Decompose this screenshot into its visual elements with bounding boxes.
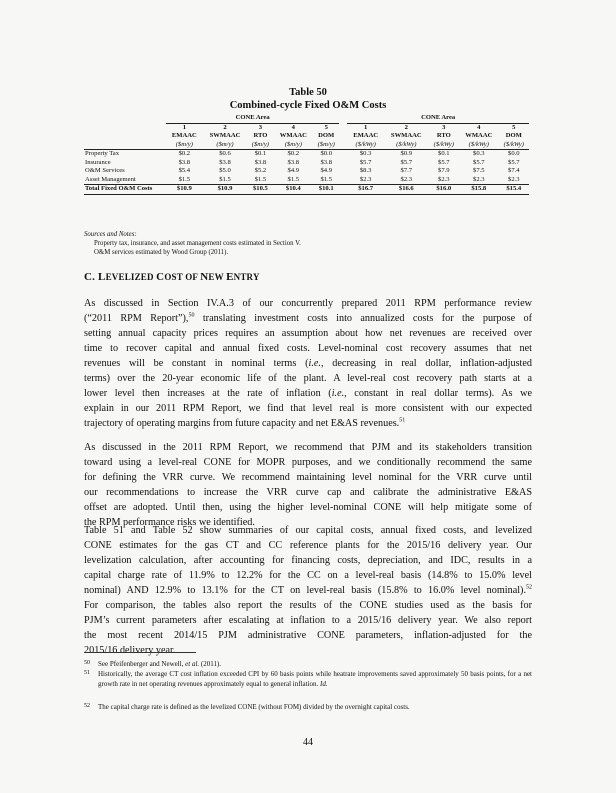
cost-cell: $3.8 bbox=[287, 158, 300, 166]
cost-cell: $4.9 bbox=[320, 167, 332, 174]
cost-cell: $1.5 bbox=[178, 175, 191, 183]
text-line: CONE estimates for the gas CT and CC reference plants for the 2015/16 delivery year. Our bbox=[84, 540, 532, 551]
cost-cell: $10.9 bbox=[166, 185, 203, 195]
table-row bbox=[84, 150, 529, 159]
cost-cell: $0.0 bbox=[499, 150, 529, 159]
cost-cell: $2.3 bbox=[400, 175, 413, 183]
text-line: terms) over the 20-year economic life of the plant. A level-real cost recovery path starts at a bbox=[84, 373, 532, 384]
text-line: setting annual capacity prices requires an assumption about how net revenues are received over bbox=[84, 328, 532, 339]
column-unit: ($m/y) bbox=[216, 140, 234, 148]
footnote-text: Historically, the average CT cost inflation exceeded CPI by 60 basis points while heatrate improvements saved approximately 50 basis points, for a net growth rate in net operating revenues approximately equal to general inflation. Id. bbox=[98, 670, 532, 688]
footnote-ref: 50 bbox=[188, 312, 195, 319]
column-unit: ($/kWy) bbox=[468, 140, 489, 148]
cost-cell: $5.7 bbox=[359, 158, 372, 166]
text-line: our recommendations to increase the VRR curve cap and calibrate the administrative E&AS bbox=[84, 487, 532, 498]
cost-cell: $5.7 bbox=[438, 158, 450, 166]
table-number: Table 50 bbox=[289, 87, 327, 98]
source-line: Property tax, insurance, and asset management costs estimated in Section V. bbox=[94, 240, 301, 247]
text-line: the RPM performance risks we identified. bbox=[84, 517, 255, 528]
cost-cell: $5.0 bbox=[219, 167, 231, 174]
column-number: 2 bbox=[223, 123, 227, 131]
table-caption: Combined-cycle Fixed O&M Costs bbox=[229, 100, 387, 111]
cost-cell: $1.5 bbox=[254, 175, 267, 183]
text-line: (“2011 RPM Report”),$^{50}$ translating investment costs into annualized costs for the purpose of bbox=[84, 312, 532, 324]
cost-cell: $5.4 bbox=[178, 167, 191, 174]
source-line: O&M services estimated by Wood Group (2011). bbox=[94, 249, 229, 256]
column-number: 4 bbox=[477, 123, 481, 131]
text-line: revenues will be constant in nominal terms (i.e., decreasing in real dollar, inflation-adjusted bbox=[84, 358, 532, 369]
column-name-row bbox=[84, 132, 529, 141]
cost-cell: $16.6 bbox=[384, 185, 429, 195]
cost-cell: $5.7 bbox=[400, 158, 413, 166]
column-number: 3 bbox=[442, 123, 446, 131]
footnote-ref: 52 bbox=[526, 584, 532, 591]
column-unit: ($m/y) bbox=[251, 140, 270, 148]
column-name: EMAAC bbox=[171, 132, 197, 139]
cost-cell: $4.9 bbox=[287, 167, 300, 174]
cost-cell: $0.1 bbox=[247, 150, 273, 159]
column-name: SWMAAC bbox=[209, 132, 241, 139]
row-label: O&M Services bbox=[85, 167, 125, 174]
column-number: 1 bbox=[182, 123, 186, 131]
column-number: 1 bbox=[364, 123, 368, 131]
footnote-divider bbox=[84, 652, 196, 653]
text-line: toward using a level-real CONE for MOPR purposes, and we conditionally recommend the same bbox=[84, 457, 532, 468]
cost-cell: $0.3 bbox=[347, 150, 384, 159]
text-line: 2015/16 delivery year. bbox=[84, 645, 176, 656]
text-line: nominal) AND 12.9% to 13.1% for the CT on level-real basis (15.8% to 16.0% level nominal).$^{52}$ bbox=[84, 584, 532, 596]
cost-cell: $16.7 bbox=[347, 185, 384, 195]
column-name: RTO bbox=[436, 132, 451, 139]
cost-cell: $7.7 bbox=[400, 167, 413, 174]
cone-area-header-kw: CONE Area bbox=[347, 114, 529, 123]
column-unit: ($/kWy) bbox=[503, 140, 524, 148]
cost-cell: $0.2 bbox=[166, 150, 203, 159]
text-line: explain in our 2011 RPM Report, we find that level real is more consistent with our expected bbox=[84, 403, 532, 414]
text-line: offset are adopted. Until then, using the higher level-nominal CONE will help mitigate some of bbox=[84, 502, 532, 513]
row-label: Total Fixed O&M Costs bbox=[84, 185, 166, 195]
cost-cell: $5.7 bbox=[473, 158, 485, 166]
table-row bbox=[84, 159, 529, 168]
cost-cell: $0.6 bbox=[203, 150, 248, 159]
column-number: 2 bbox=[404, 123, 408, 131]
cost-cell: $2.3 bbox=[438, 175, 450, 183]
column-number: 3 bbox=[258, 123, 263, 131]
cost-cell: $7.5 bbox=[473, 167, 485, 174]
cost-cell: $1.5 bbox=[219, 175, 231, 183]
column-unit: ($/kWy) bbox=[355, 140, 376, 148]
cost-cell: $3.8 bbox=[219, 158, 231, 166]
cost-cell: $2.3 bbox=[359, 175, 372, 183]
text-line: For comparison, the tables also report the results of the CONE studies used as the basis for bbox=[84, 600, 532, 611]
text-line: trajectory of operating margins from future capacity and net E&AS revenues.$^{51}$ bbox=[84, 417, 406, 429]
footnote bbox=[84, 702, 532, 712]
text-line: capital charge rate of 11.9% to 12.2% for the CC on a level-real basis (14.8% to 15.0% level bbox=[84, 570, 532, 581]
column-unit: ($/kWy) bbox=[396, 140, 417, 148]
paragraph-1 bbox=[84, 296, 532, 431]
cost-cell: $1.5 bbox=[287, 175, 300, 183]
column-name: DOM bbox=[318, 132, 335, 139]
table-row bbox=[84, 176, 529, 185]
column-unit: ($/kWy) bbox=[433, 140, 454, 148]
footnote bbox=[84, 659, 532, 669]
row-label: Asset Management bbox=[85, 175, 136, 183]
cost-cell: $7.9 bbox=[438, 167, 450, 174]
cost-cell: $0.9 bbox=[384, 150, 429, 159]
column-name: RTO bbox=[253, 132, 268, 139]
sources-and-notes bbox=[84, 230, 301, 257]
cone-area-header-mw: CONE Area bbox=[166, 114, 339, 123]
sources-heading: Sources and Notes: bbox=[84, 231, 137, 238]
cost-cell: $7.4 bbox=[508, 167, 520, 174]
column-name: WMAAC bbox=[279, 132, 307, 139]
cost-cell: $0.2 bbox=[274, 150, 314, 159]
footnote-mark: 51 bbox=[84, 670, 90, 676]
column-number-row bbox=[84, 123, 529, 132]
column-number: 4 bbox=[291, 123, 295, 131]
cost-cell: $15.8 bbox=[459, 185, 499, 195]
paragraph-3 bbox=[84, 523, 532, 658]
cost-cell: $0.3 bbox=[459, 150, 499, 159]
column-name: WMAAC bbox=[465, 132, 493, 139]
text-line: time to recover capital and annual fixed costs. Level-nominal cost recovery assumes that net bbox=[84, 343, 532, 354]
column-unit: ($m/y) bbox=[175, 140, 193, 148]
column-number: 5 bbox=[512, 123, 516, 131]
cost-cell: $16.0 bbox=[429, 185, 459, 195]
footnote-mark: 52 bbox=[84, 703, 90, 709]
text-line: As discussed in Section IV.A.3 of our concurrently prepared 2011 RPM performance review bbox=[84, 298, 532, 309]
row-label: Insurance bbox=[85, 158, 111, 166]
column-name: EMAAC bbox=[353, 132, 379, 139]
cost-cell: $3.8 bbox=[320, 158, 332, 166]
cost-cell: $2.3 bbox=[508, 175, 520, 183]
cost-cell: $3.8 bbox=[178, 158, 191, 166]
cost-cell: $10.9 bbox=[203, 185, 248, 195]
table-row bbox=[84, 167, 529, 176]
paragraph-2 bbox=[84, 440, 532, 530]
column-number: 5 bbox=[324, 123, 328, 131]
column-name: SWMAAC bbox=[390, 132, 422, 139]
footnote-text: The capital charge rate is defined as the levelized CONE (without FOM) divided by the overnight capital costs. bbox=[98, 703, 410, 711]
cost-cell: $10.5 bbox=[247, 185, 273, 195]
text-line: the most recent 2014/15 PJM administrative CONE parameters, inflation-adjusted for the bbox=[84, 630, 532, 641]
text-line: PJM’s current parameters after escalating at inflation to a 2015/16 delivery year. We also report bbox=[84, 615, 532, 626]
text-line: for defining the VRR curve. We recommend maintaining level nominal for the VRR curve until bbox=[84, 472, 532, 483]
cost-cell: $2.3 bbox=[473, 175, 485, 183]
cost-cell: $10.4 bbox=[274, 185, 314, 195]
cost-cell: $5.7 bbox=[508, 158, 520, 166]
column-unit: ($m/y) bbox=[284, 140, 302, 148]
section-heading: C. LEVELIZED COST OF NEW ENTRY bbox=[84, 271, 260, 283]
cost-cell: $3.8 bbox=[254, 158, 267, 166]
text-line: levelization calculation, after accounting for financing costs, depreciation, and IDC, results in a bbox=[84, 555, 532, 566]
footnote-ref: 51 bbox=[399, 417, 406, 424]
fixed-om-cost-table bbox=[84, 114, 529, 195]
cost-cell: $0.1 bbox=[429, 150, 459, 159]
footnote-text: See Pfeifenberger and Newell, et al. (2011). bbox=[98, 660, 222, 668]
row-label: Property Tax bbox=[84, 150, 166, 159]
cost-cell: $10.1 bbox=[313, 185, 339, 195]
cost-cell: $0.0 bbox=[313, 150, 339, 159]
column-unit-row bbox=[84, 141, 529, 150]
cost-cell: $5.2 bbox=[254, 167, 267, 174]
page-number: 44 bbox=[303, 737, 313, 748]
table-title bbox=[0, 86, 616, 112]
text-line: lower level then increases at the rate of inflation (i.e., constant in real dollar terms). As we bbox=[84, 388, 532, 399]
cost-cell: $15.4 bbox=[499, 185, 529, 195]
cost-cell: $8.3 bbox=[359, 167, 372, 174]
column-name: DOM bbox=[505, 132, 522, 139]
text-line: As discussed in the 2011 RPM Report, we recommend that PJM and its stakeholders transition bbox=[84, 442, 532, 453]
footnote-mark: 50 bbox=[84, 660, 90, 666]
text-line: Table 51 and Table 52 show summaries of our capital costs, annual fixed costs, and levelized bbox=[84, 525, 532, 536]
cost-cell: $1.5 bbox=[320, 175, 332, 183]
column-unit: ($m/y) bbox=[317, 140, 335, 148]
footnote bbox=[84, 669, 532, 689]
total-row bbox=[84, 185, 529, 195]
